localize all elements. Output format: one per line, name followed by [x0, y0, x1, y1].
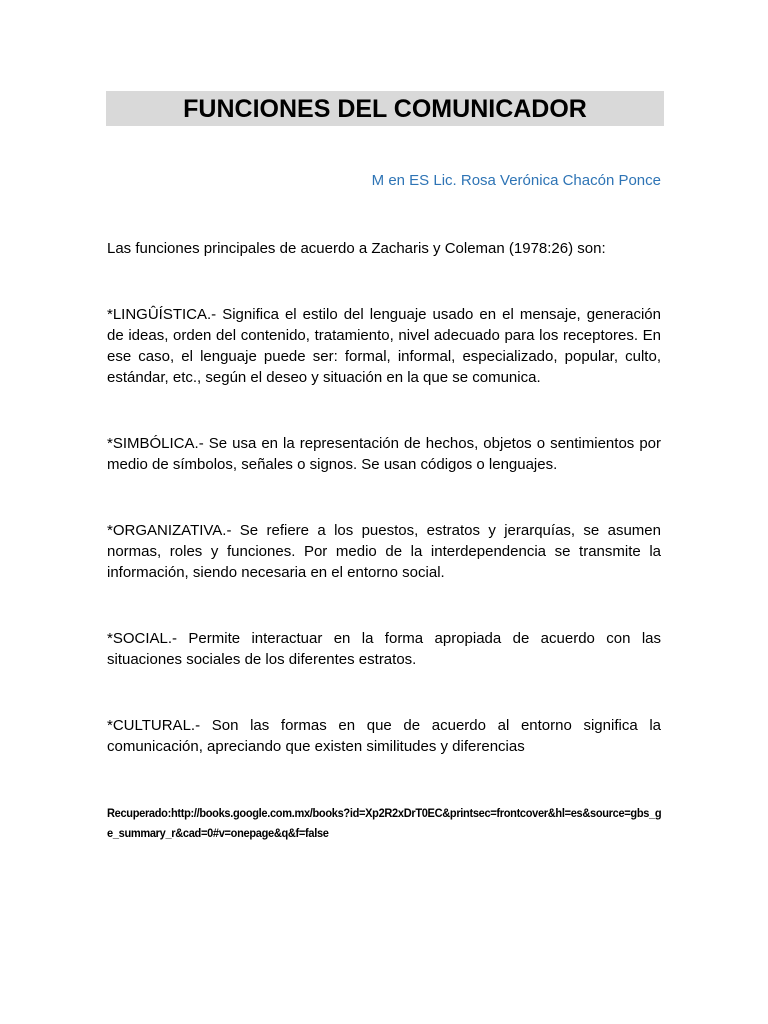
paragraph-organizativa: *ORGANIZATIVA.- Se refiere a los puestos, estratos y jerarquías, se asumen normas, roles y funciones. Por medio de la interdependencia se transmite la información, siendo necesaria en el entorno social. [107, 522, 661, 581]
paragraph-simbolica: *SIMBÓLICA.- Se usa en la representación de hechos, objetos o sentimientos por medio de símbolos, señales o signos. Se usan códigos o lenguajes. [107, 435, 661, 473]
intro-paragraph: Las funciones principales de acuerdo a Zacharis y Coleman (1978:26) son: [107, 240, 606, 257]
title-band [106, 91, 664, 126]
author-line: M en ES Lic. Rosa Verónica Chacón Ponce [371, 172, 661, 189]
paragraph-cultural: *CULTURAL.- Son las formas en que de acuerdo al entorno significa la comunicación, apreciando que existen similitudes y diferencias [107, 717, 661, 755]
paragraph-linguistica: *LINGÛÍSTICA.- Significa el estilo del lenguaje usado en el mensaje, generación de ideas, orden del contenido, tratamiento, nivel adecuado para los receptores. En ese caso, el lenguaje puede ser: formal, informal, especializado, popular, culto, estándar, etc., según el deseo y situación en la que se comunica. [107, 306, 661, 386]
document-title: FUNCIONES DEL COMUNICADOR [183, 94, 587, 123]
source-reference: Recuperado:http://books.google.com.mx/books?id=Xp2R2xDrT0EC&printsec=frontcover&hl=es&source=gbs_ge_summary_r&cad=0#v=onepage&q&f=false [107, 806, 662, 840]
paragraph-social: *SOCIAL.- Permite interactuar en la forma apropiada de acuerdo con las situaciones sociales de los diferentes estratos. [107, 630, 661, 668]
